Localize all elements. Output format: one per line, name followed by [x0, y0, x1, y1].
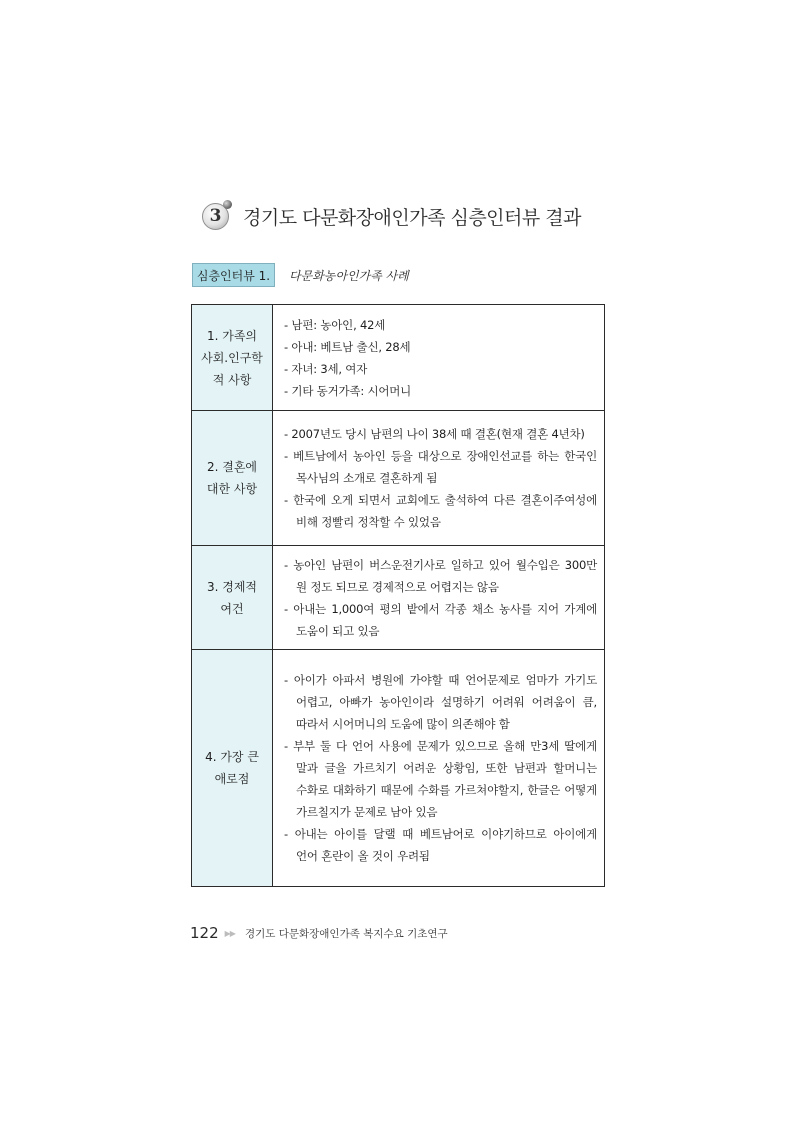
table-row: [192, 650, 604, 886]
row-content: [273, 411, 604, 545]
section-number-badge: [202, 203, 229, 230]
row-content: [273, 546, 604, 649]
list-item: - 남편: 농아인, 42세: [284, 314, 597, 336]
page-footer: [190, 922, 448, 944]
book-title: 경기도 다문화장애인가족 복지수요 기초연구: [244, 927, 448, 940]
row-label: 4. 가장 큰 애로점: [192, 650, 273, 886]
row-label: 1. 가족의 사회.인구학 적 사항: [192, 305, 273, 410]
list-item: - 아내: 베트남 출신, 28세: [284, 336, 597, 358]
section-number: 3: [209, 206, 222, 226]
list-item: - 한국에 오게 되면서 교회에도 출석하여 다른 결혼이주여성에 비해 정빨리 정착할 수 있었음: [284, 489, 597, 533]
interview-table: [191, 304, 605, 887]
row-label: 2. 결혼에 대한 사항: [192, 411, 273, 545]
row-content: [273, 305, 604, 410]
badge-dot-icon: [223, 200, 232, 209]
table-row: [192, 411, 604, 546]
list-item: - 기타 동거가족: 시어머니: [284, 380, 597, 402]
interview-label-row: [192, 262, 409, 288]
list-item: - 아내는 1,000여 평의 밭에서 각종 채소 농사를 지어 가계에 도움이 되고 있음: [284, 598, 597, 642]
interview-label: 심층인터뷰 1.: [192, 263, 275, 287]
section-heading: [202, 198, 581, 234]
double-triangle-right-icon: ▶▶: [224, 928, 235, 938]
page-number: 122: [190, 924, 219, 942]
table-row: [192, 305, 604, 411]
list-item: - 2007년도 당시 남편의 나이 38세 때 결혼(현재 결혼 4년차): [284, 423, 597, 445]
interview-subtitle: 다문화농아인가족 사례: [289, 268, 409, 283]
list-item: - 아이가 아파서 병원에 가야할 때 언어문제로 엄마가 가기도 어렵고, 아빠가 농아인이라 설명하기 어려워 어려움이 큼, 따라서 시어머니의 도움에 많이 의존해야 함: [284, 669, 597, 735]
list-item: - 베트남에서 농아인 등을 대상으로 장애인선교를 하는 한국인 목사님의 소개로 결혼하게 됨: [284, 445, 597, 489]
list-item: - 부부 둘 다 언어 사용에 문제가 있으므로 올해 만3세 딸에게 말과 글을 가르치기 어려운 상황임, 또한 남편과 할머니는 수화로 대화하기 때문에 수화를 가르쳐야할지, 한글은 어떻게 가르칠지가 문제로 남아 있음: [284, 735, 597, 823]
list-item: - 아내는 아이를 달랠 때 베트남어로 이야기하므로 아이에게 언어 혼란이 올 것이 우려됨: [284, 823, 597, 867]
row-content: [273, 650, 604, 886]
section-title: 경기도 다문화장애인가족 심층인터뷰 결과: [243, 206, 581, 229]
row-label: 3. 경제적 여건: [192, 546, 273, 649]
table-row: [192, 546, 604, 650]
list-item: - 농아인 남편이 버스운전기사로 일하고 있어 월수입은 300만 원 정도 되므로 경제적으로 어렵지는 않음: [284, 554, 597, 598]
list-item: - 자녀: 3세, 여자: [284, 358, 597, 380]
